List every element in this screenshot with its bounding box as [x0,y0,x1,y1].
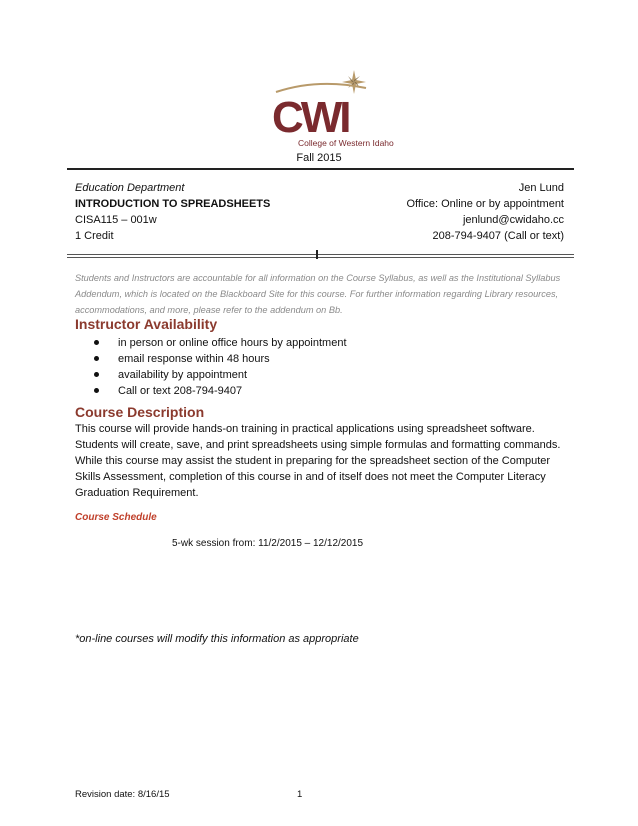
college-logo [268,70,394,150]
list-item: email response within 48 hours [92,351,347,367]
revision-date: Revision date: 8/16/15 [75,789,170,800]
list-item: Call or text 208-794-9407 [92,383,347,399]
bullet-icon [94,372,99,377]
page-number: 1 [297,789,303,800]
session-dates: 5-wk session from: 11/2/2015 – 12/12/2015 [172,538,364,549]
svg-text:CWI: CWI [272,93,349,142]
bullet-icon [94,388,99,393]
syllabus-disclaimer: Students and Instructors are accountable for all information on the Course Syllabus, as well as the Institutional Syllabus Addendum, which is located on the Blackboard Site for this course. For further information regarding Library resources, accommodations, and more, please refer to the addendum on Bb. [75,273,561,315]
header-divider [67,168,574,170]
term-label: Fall 2015 [296,152,342,164]
divider-tick [316,250,318,259]
credit-count: 1 Credit [75,230,114,242]
instructor-name: Jen Lund [518,182,564,194]
info-row-department [75,180,564,196]
info-row-code [75,212,564,228]
online-note: *on-line courses will modify this information as appropriate [75,633,359,645]
info-divider-bottom [67,257,574,258]
office-info: Office: Online or by appointment [406,198,564,210]
availability-list [92,335,347,399]
instructor-email[interactable]: jenlund@cwidaho.cc [462,214,564,226]
info-row-course [75,196,564,212]
instructor-phone: 208-794-9407 (Call or text) [432,230,564,242]
info-divider-top [67,254,574,255]
department-name: Education Department [75,182,185,194]
availability-heading: Instructor Availability [75,316,218,332]
bullet-icon [94,340,99,345]
bullet-icon [94,356,99,361]
course-code: CISA115 – 001w [75,214,157,226]
list-item: in person or online office hours by appointment [92,335,347,351]
svg-text:College of Western Idaho: College of Western Idaho [298,138,394,148]
course-description: This course will provide hands-on training in practical applications using spreadsheet software. Students will create, save, and print spreadsheets using simple formulas and formatting commands. While this course may assist the student in preparing for the spreadsheet section of the Computer Skills Assessment, completion of this course in and of itself does not meet the Computer Literacy Graduation Requirement. [75,423,561,499]
course-title: INTRODUCTION TO SPREADSHEETS [75,198,271,210]
list-item: availability by appointment [92,367,347,383]
cwi-logo-icon [268,70,394,150]
info-row-credit [75,228,564,244]
description-heading: Course Description [75,404,205,420]
schedule-heading: Course Schedule [75,512,157,523]
